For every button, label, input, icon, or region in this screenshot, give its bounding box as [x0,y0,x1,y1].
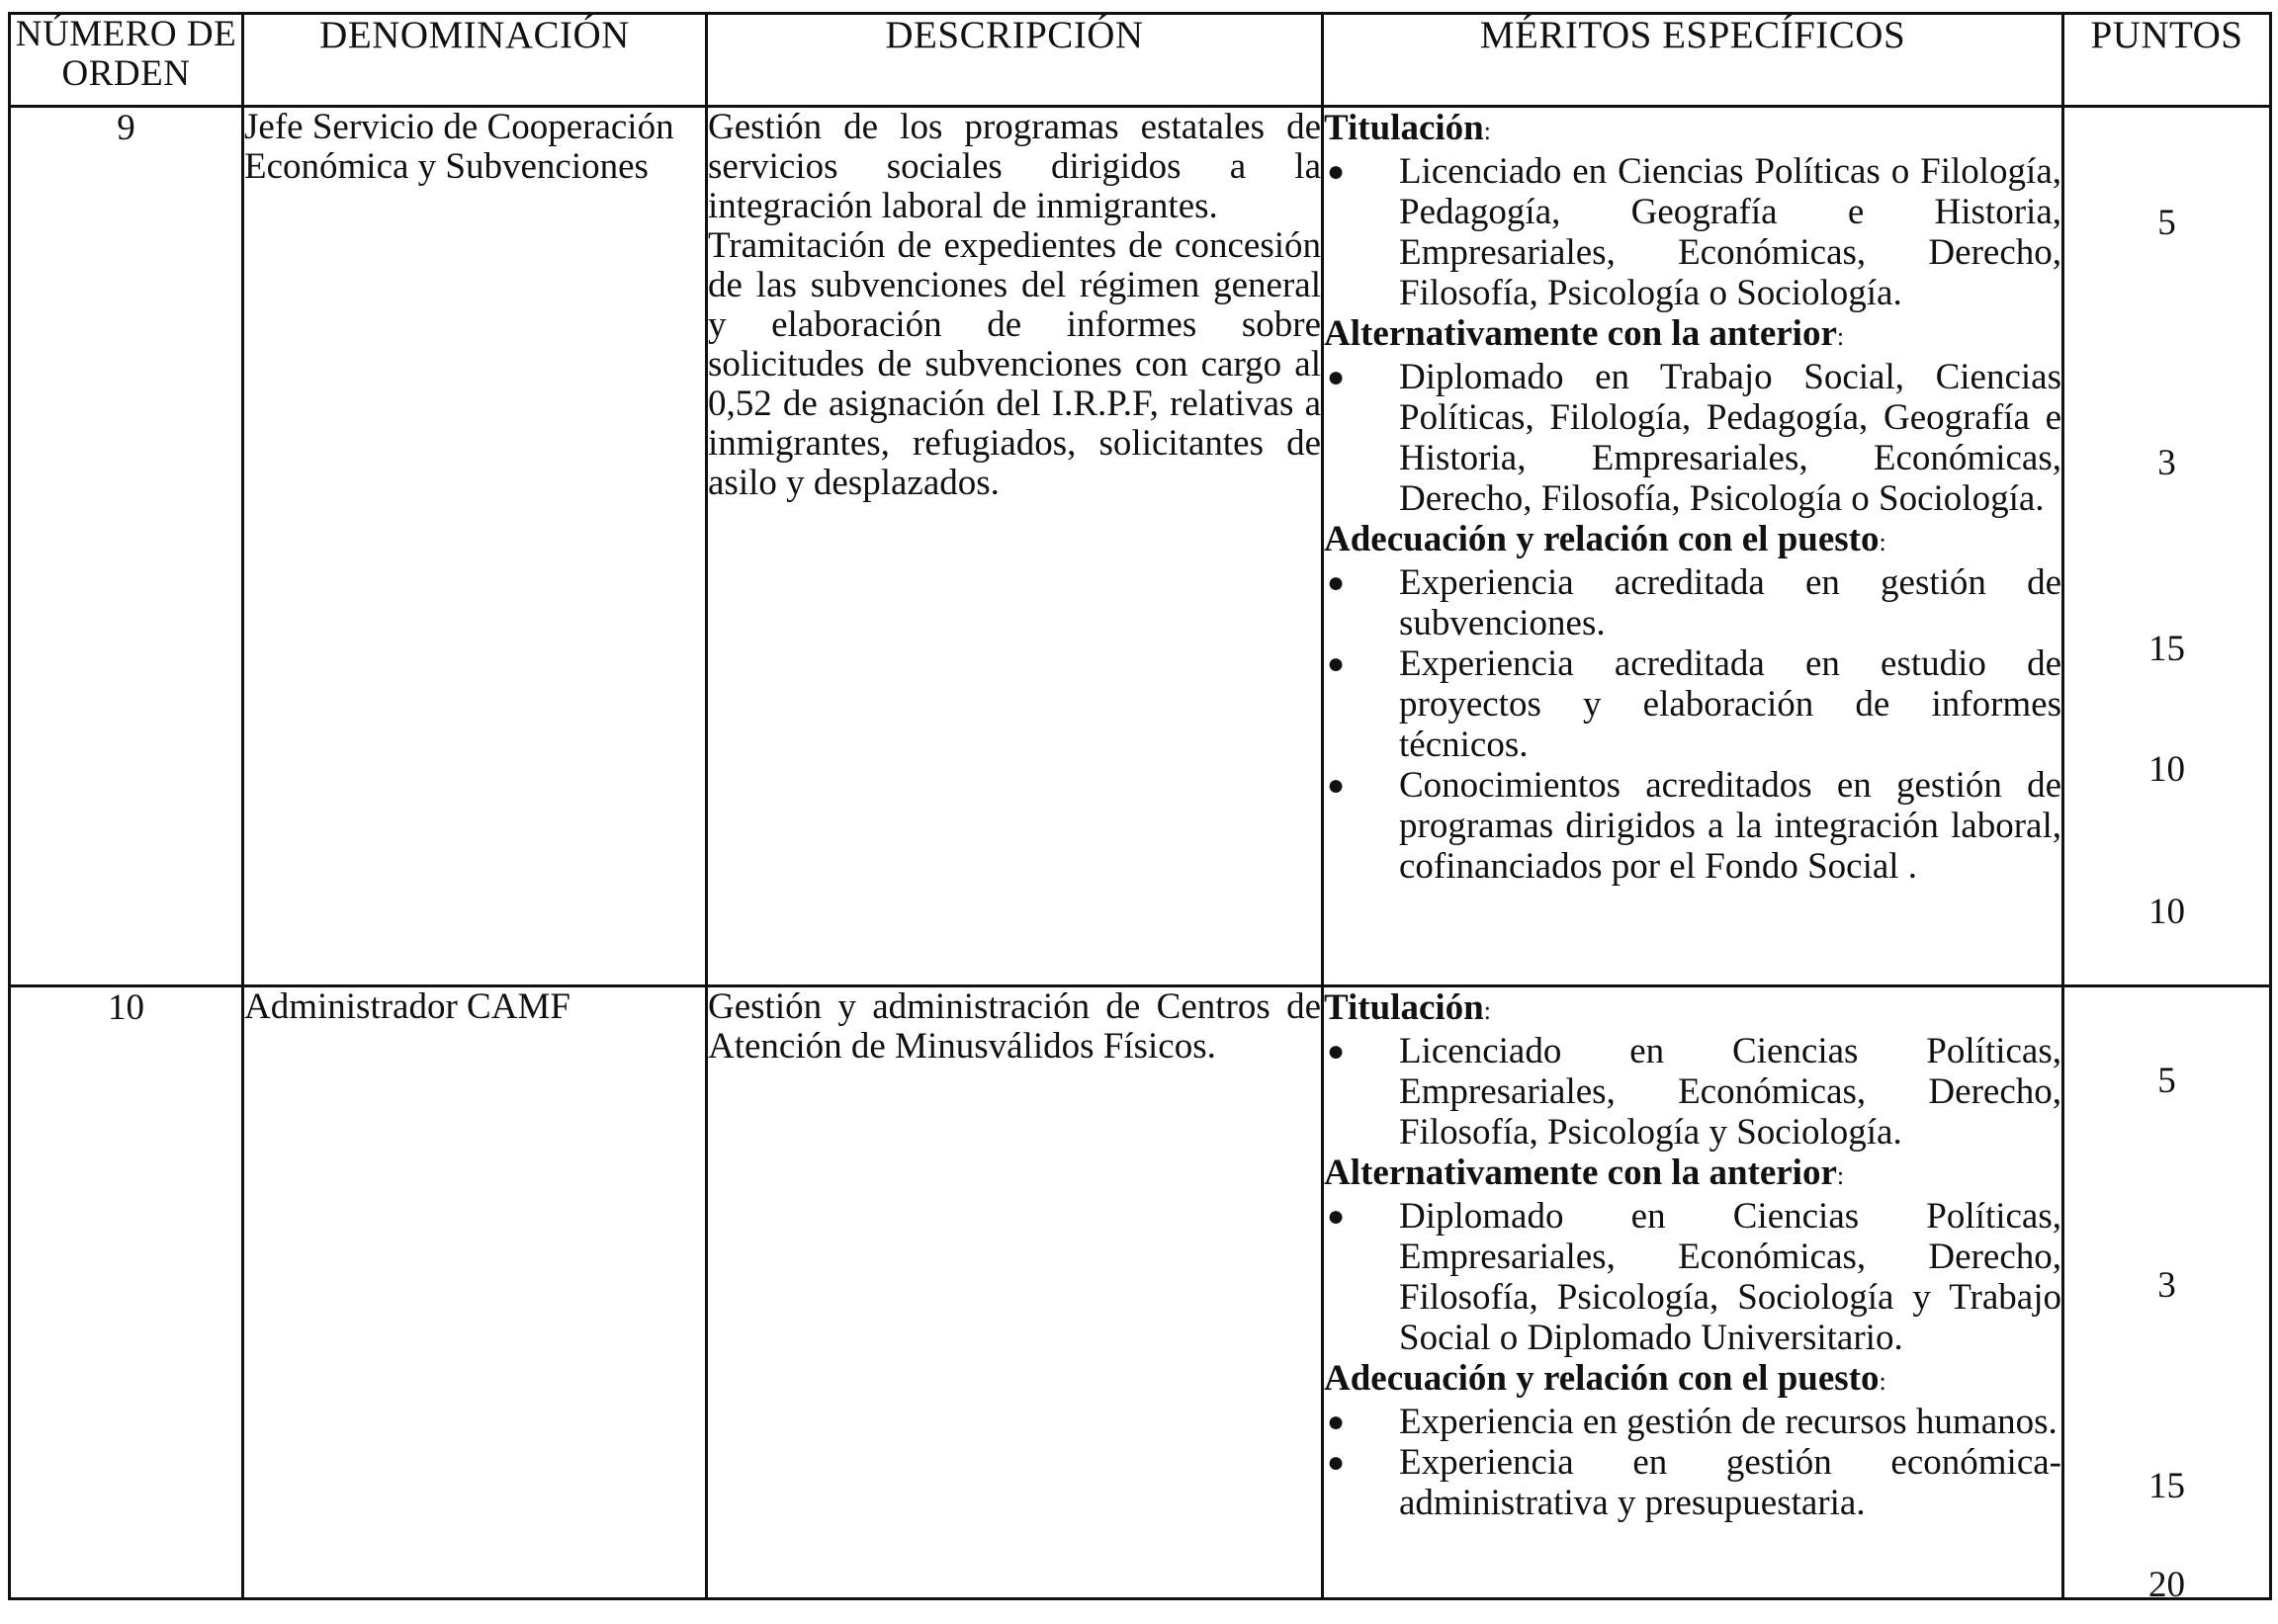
merit-section-title: Alternativamente con la anterior: [1324,313,1845,354]
row-number: 10 [10,986,243,1599]
description-paragraph: Tramitación de expedientes de concesión de las subvenciones del régimen general y elaboración de informes sobre solicitudes de subvenciones con cargo al 0,52 de asignación del I.R.P.F, relativas a inmigrantes, refugiados, solicitantes de asilo y desplazados. [708,225,1321,503]
merit-list [1324,151,2061,313]
bullet-icon: ● [1326,1446,1346,1479]
bullet-icon: ● [1326,361,1346,393]
bullet-icon: ● [1326,647,1346,680]
merit-item: ● Experiencia en gestión de recursos humanos. [1324,1402,2061,1442]
header-numero: NÚMERO DE ORDEN [10,14,243,107]
table-row [10,107,2271,986]
points-value: 15 [2148,1466,2185,1506]
merit-item: ● Experiencia acreditada en gestión de subvenciones. [1324,562,2061,643]
row-descripcion [707,986,1323,1599]
points-value: 10 [2148,892,2185,932]
merit-item: ● Experiencia acreditada en estudio de proyectos y elaboración de informes técnicos. [1324,643,2061,765]
points-value: 20 [2148,1565,2185,1605]
merit-item: ● Diplomado en Trabajo Social, Ciencias Políticas, Filología, Pedagogía, Geografía e Historia, Empresariales, Económicas, Derecho, Filosofía, Psicología o Sociología. [1324,357,2061,519]
description-paragraph: Gestión y administración de Centros de Atención de Minusválidos Físicos. [708,986,1321,1067]
points-value: 3 [2157,443,2176,483]
merit-item: ● Diplomado en Ciencias Políticas, Empresariales, Económicas, Derecho, Filosofía, Psicología, Sociología y Trabajo Social o Diplomado Universitario. [1324,1196,2061,1358]
row-meritos [1323,107,2063,986]
merit-item: ● Licenciado en Ciencias Políticas o Filología, Pedagogía, Geografía e Historia, Empresariales, Económicas, Derecho, Filosofía, Psicología o Sociología. [1324,151,2061,313]
merit-section-title: Titulación: [1324,108,1491,148]
row-number: 9 [10,107,243,986]
table-row [10,986,2271,1599]
bullet-icon: ● [1326,1406,1346,1438]
merits-table [8,12,2272,1605]
row-meritos [1323,986,2063,1599]
merit-list [1324,357,2061,519]
header-denominacion: DENOMINACIÓN [243,14,707,107]
bullet-icon: ● [1326,1200,1346,1233]
points-value: 3 [2157,1265,2176,1306]
bullet-icon: ● [1326,155,1346,188]
merit-item: ● Experiencia en gestión económica-administrativa y presupuestaria. [1324,1442,2061,1523]
merit-list [1324,1031,2061,1153]
points-value: 10 [2148,749,2185,790]
row-puntos [2063,107,2271,986]
bullet-icon: ● [1326,566,1346,599]
header-meritos: MÉRITOS ESPECÍFICOS [1323,14,2063,107]
row-descripcion [707,107,1323,986]
row-puntos [2063,986,2271,1605]
description-paragraph: Gestión de los programas estatales de servicios sociales dirigidos a la integración laboral de inmigrantes. [708,107,1321,226]
points-value: 5 [2157,203,2176,243]
header-row [10,14,2271,107]
points-value: 15 [2148,629,2185,669]
bullet-icon: ● [1326,1035,1346,1068]
row-denominacion: Jefe Servicio de Cooperación Económica y Subvenciones [243,107,707,986]
merit-section-title: Alternativamente con la anterior: [1324,1153,1845,1193]
merit-section-title: Adecuación y relación con el puesto: [1324,1358,1886,1399]
merit-list [1324,1196,2061,1358]
merit-section-title: Adecuación y relación con el puesto: [1324,519,1886,559]
merit-list [1324,1402,2061,1523]
bullet-icon: ● [1326,769,1346,802]
merit-item: ● Licenciado en Ciencias Políticas, Empresariales, Económicas, Derecho, Filosofía, Psicología y Sociología. [1324,1031,2061,1153]
merit-list [1324,562,2061,887]
row-denominacion: Administrador CAMF [243,986,707,1599]
header-descripcion: DESCRIPCIÓN [707,14,1323,107]
header-puntos: PUNTOS [2063,14,2271,107]
merit-item: ● Conocimientos acreditados en gestión de programas dirigidos a la integración laboral, cofinanciados por el Fondo Social . [1324,765,2061,887]
points-value: 5 [2157,1061,2176,1101]
merit-section-title: Titulación: [1324,987,1491,1028]
